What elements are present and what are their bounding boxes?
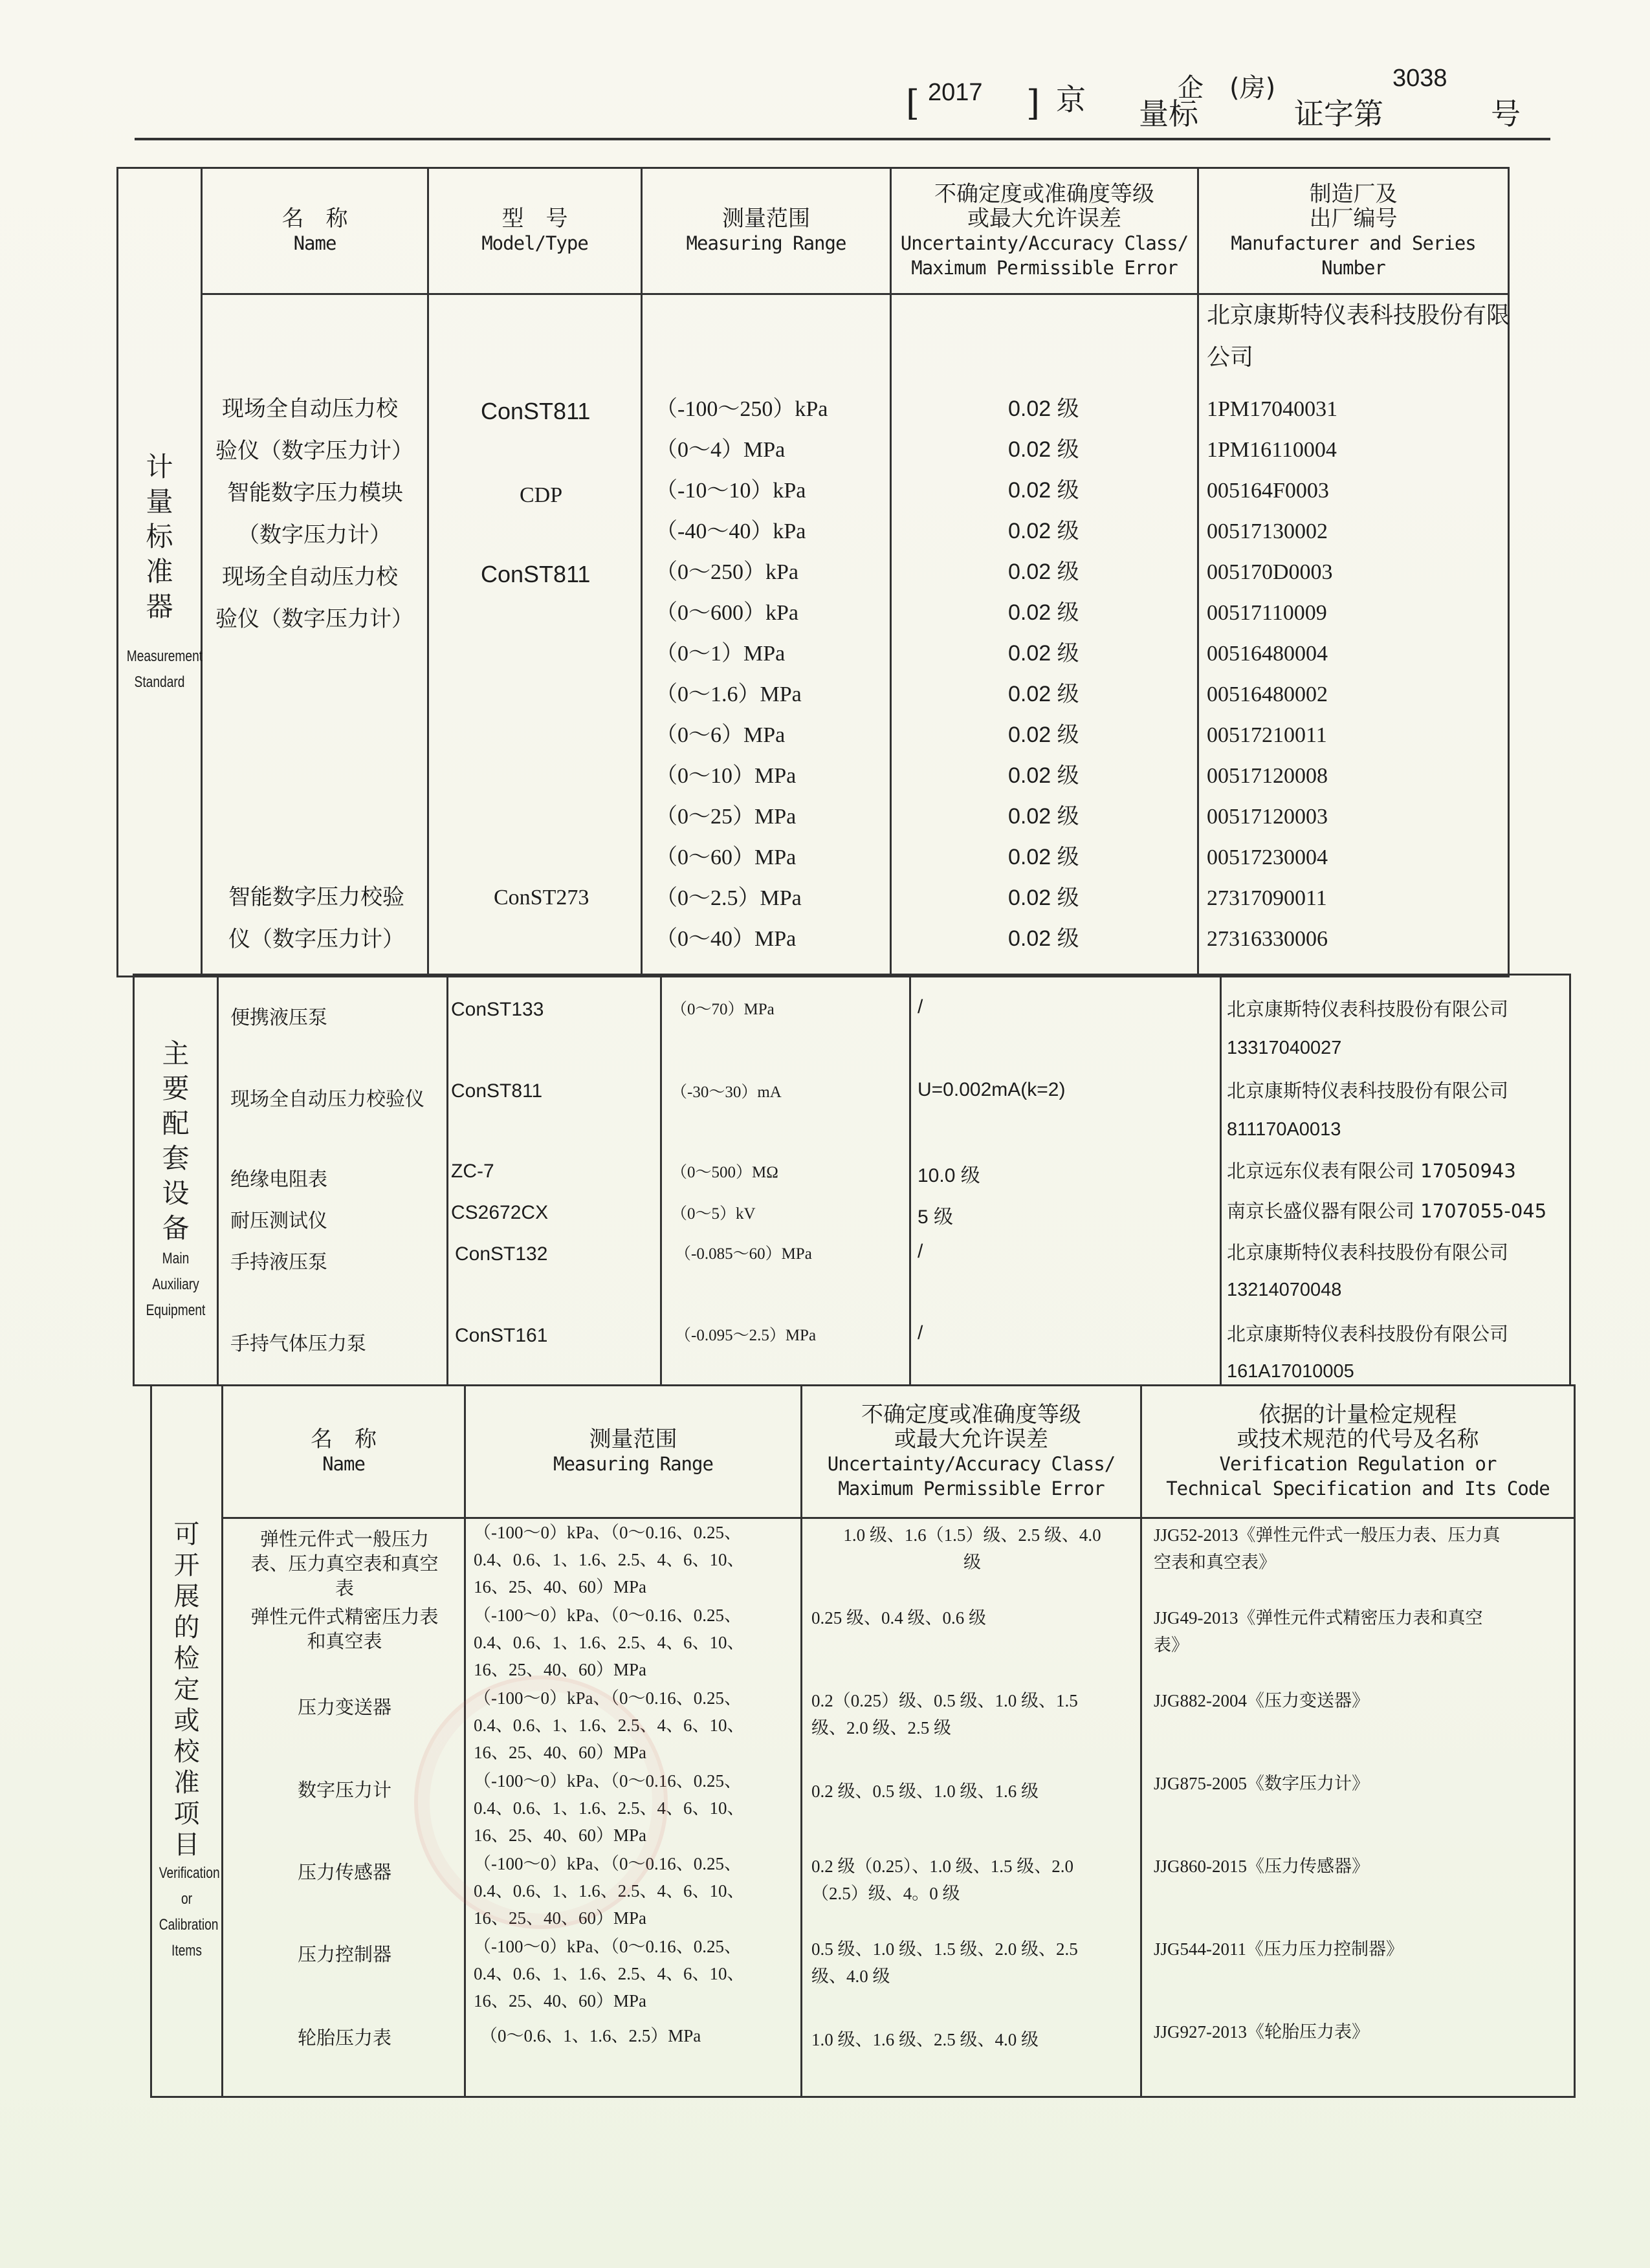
s1-name-line: 智能数字压力模块 [227, 480, 403, 506]
s2-mfr: 南京长盛仪器有限公司 1707055-045 [1227, 1200, 1547, 1222]
s1-serial: 1PM17040031 [1207, 397, 1338, 421]
s2-model: ZC-7 [451, 1161, 494, 1182]
s1-accuracy-cell [891, 294, 1198, 977]
s2-range: （-30～30）mA [671, 1084, 782, 1101]
auxiliary-equipment-label: 主 要 配 套 设 备 Main Auxiliary Equipment [134, 975, 218, 1386]
s3-range: （-100～0）kPa、（0～0.16、0.25、 0.4、0.6、1、1.6、2.5、4、6、10、 16、25、40、60）MPa [474, 1937, 745, 2011]
s2-acc: / [918, 996, 923, 1018]
s2-name: 耐压测试仪 [230, 1210, 327, 1232]
liangbiao-chars: 量标 [1139, 96, 1198, 131]
col-header-manufacturer: 制造厂及 出厂编号 Manufacturer and Series Number [1198, 168, 1509, 294]
s1-name-line: 智能数字压力校验 [228, 884, 404, 910]
s1-range: （-100～250）kPa [655, 397, 828, 421]
s3-name: 弹性元件式精密压力表 和真空表 [250, 1606, 439, 1652]
s3-accuracy-cell [802, 1518, 1141, 2097]
s3-range: （-100～0）kPa、（0～0.16、0.25、 0.4、0.6、1、1.6、2.5、4、6、10、 16、25、40、60）MPa [474, 1606, 745, 1679]
s2-acc: 10.0 级 [918, 1165, 980, 1186]
s2-range: （0～70）MPa [671, 1001, 775, 1018]
s2-mfr: 北京康斯特仪表科技股份有限公司 [1227, 1080, 1509, 1102]
s1-serial: 005164F0003 [1207, 479, 1329, 503]
s3-reg: JJG860-2015《压力传感器》 [1154, 1857, 1370, 1876]
section1-label-en-1: Measurement [126, 647, 203, 665]
s2-acc: U=0.002mA(k=2) [918, 1079, 1066, 1100]
header-rule [135, 138, 1550, 140]
s1-serial: 00517210011 [1207, 723, 1327, 747]
zhengzidi-chars: 证字第 [1294, 96, 1383, 131]
s1-serial: 00516480004 [1207, 642, 1328, 666]
s3-acc: 0.5 级、1.0 级、1.5 级、2.0 级、2.5 级、4.0 级 [811, 1939, 1078, 1986]
cert-number: 3038 [1392, 65, 1447, 92]
s1-manufacturer-cell [1198, 294, 1509, 977]
faint-seal [414, 1675, 668, 1929]
certificate-number-header [906, 65, 1540, 136]
s3-header-range: 测量范围 Measuring Range [465, 1386, 802, 1518]
s3-name: 轮胎压力表 [297, 2027, 391, 2049]
s1-acc: 0.02 级 [1008, 641, 1079, 666]
s2-manufacturer-cell [1221, 975, 1570, 1386]
col-header-model: 型 号 Model/Type [428, 168, 642, 294]
s1-acc: 0.02 级 [1008, 723, 1079, 747]
s3-header-name: 名 称 Name [223, 1386, 465, 1518]
s1-serial: 00517110009 [1207, 601, 1327, 625]
col-header-uncertainty: 不确定度或准确度等级 或最大允许误差 Uncertainty/Accuracy Class/ Maximum Permissible Error [891, 168, 1198, 294]
s2-names-cell [218, 975, 448, 1386]
s3-reg: JJG49-2013《弹性元件式精密压力表和真空 表》 [1154, 1608, 1483, 1655]
s2-mfr: 北京康斯特仪表科技股份有限公司 [1227, 1241, 1509, 1263]
col-header-range: 测量范围 Measuring Range [642, 168, 891, 294]
s2-range: （-0.085～60）MPa [675, 1245, 812, 1263]
s1-range: （0～4）MPa [655, 438, 786, 462]
s3-acc: 0.2（0.25）级、0.5 级、1.0 级、1.5 级、2.0 级、2.5 级 [811, 1691, 1078, 1738]
s1-range: （0～25）MPa [655, 805, 797, 829]
hao-char: 号 [1491, 96, 1521, 131]
s1-acc: 0.02 级 [1008, 560, 1079, 584]
col-header-name: 名 称 Name [202, 168, 428, 294]
s2-mfr-sn: 811170A0013 [1227, 1119, 1341, 1140]
s3-range: （-100～0）kPa、（0～0.16、0.25、 0.4、0.6、1、1.6、2.5、4、6、10、 16、25、40、60）MPa [474, 1771, 745, 1845]
s2-mfr: 北京远东仪表有限公司 17050943 [1227, 1160, 1516, 1182]
s1-name-line: 验仪（数字压力计） [215, 438, 413, 464]
s1-range: （0～1）MPa [655, 642, 786, 666]
s2-mfr-sn: 13317040027 [1227, 1038, 1342, 1058]
s2-mfr: 北京康斯特仪表科技股份有限公司 [1227, 998, 1509, 1020]
s1-acc: 0.02 级 [1008, 845, 1079, 869]
s1-acc: 0.02 级 [1008, 478, 1079, 503]
s1-name-line: 现场全自动压力校 [222, 564, 398, 590]
s3-acc: 0.2 级（0.25）、1.0 级、1.5 级、2.0 （2.5）级、4。0 级 [811, 1857, 1073, 1903]
s1-range: （0～250）kPa [655, 560, 798, 584]
verification-items-table [150, 1384, 1576, 2098]
section1-label-zh: 计 量 标 准 器 [146, 450, 173, 622]
s3-name: 弹性元件式一般压力 表、压力真空表和真空 表 [250, 1528, 439, 1599]
s2-name: 手持气体压力泵 [230, 1333, 366, 1355]
s1-serial: 00517230004 [1207, 845, 1328, 869]
s1-range: （0～1.6）MPa [655, 682, 802, 706]
s2-name: 绝缘电阻表 [230, 1168, 327, 1191]
city-char: 京 [1056, 82, 1086, 117]
s1-range: （0～600）kPa [655, 601, 798, 625]
s3-name: 压力变送器 [297, 1696, 391, 1718]
s1-acc: 0.02 级 [1008, 519, 1079, 543]
s3-range: （0～0.6、1、1.6、2.5）MPa [480, 2026, 701, 2045]
s2-mfr: 北京康斯特仪表科技股份有限公司 [1227, 1323, 1509, 1345]
s1-model: ConST811 [481, 561, 591, 587]
s3-acc: 1.0 级、1.6（1.5）级、2.5 级、4.0 级 [843, 1525, 1101, 1572]
s1-range: （-40～40）kPa [655, 519, 806, 543]
s1-name-line: 仪（数字压力计） [228, 926, 404, 952]
s2-model: ConST133 [451, 999, 544, 1020]
s2-accuracy-cell [910, 975, 1221, 1386]
s1-acc: 0.02 级 [1008, 397, 1079, 421]
s2-model: ConST132 [455, 1243, 548, 1265]
s3-acc: 0.2 级、0.5 级、1.0 级、1.6 级 [811, 1782, 1039, 1801]
s1-name-line: 验仪（数字压力计） [215, 606, 413, 632]
s1-serial: 005170D0003 [1207, 560, 1333, 584]
s2-acc: / [918, 1241, 923, 1262]
measurement-standard-table [116, 167, 1510, 977]
bracket-open: [ [906, 83, 920, 124]
s1-acc: 0.02 级 [1008, 600, 1079, 625]
s1-acc: 0.02 级 [1008, 682, 1079, 706]
s3-range: （-100～0）kPa、（0～0.16、0.25、 0.4、0.6、1、1.6、2.5、4、6、10、 16、25、40、60）MPa [474, 1854, 745, 1928]
s3-regulation-cell [1141, 1518, 1575, 2097]
bracket-close: ] [1026, 83, 1040, 124]
s2-name: 便携液压泵 [230, 1007, 327, 1029]
s2-range: （-0.095～2.5）MPa [675, 1327, 817, 1344]
s2-model: CS2672CX [451, 1202, 549, 1223]
s1-range: （0～2.5）MPa [655, 886, 802, 910]
year: 2017 [928, 79, 983, 106]
verification-items-label: 可 开 展 的 检 定 或 校 准 项 目 Verification or Calibration Items [151, 1386, 223, 2097]
s2-model: ConST161 [455, 1325, 548, 1346]
s3-reg: JJG52-2013《弹性元件式一般压力表、压力真 空表和真空表》 [1154, 1525, 1501, 1572]
s3-name: 数字压力计 [297, 1779, 391, 1801]
s2-acc: / [918, 1322, 923, 1344]
s2-range: （0～5）kV [671, 1205, 756, 1223]
s1-model: ConST273 [494, 886, 589, 910]
measurement-standard-label [118, 168, 202, 977]
s2-mfr-sn: 13214070048 [1227, 1280, 1342, 1300]
s2-models-cell [448, 975, 661, 1386]
s1-names-cell [202, 294, 428, 977]
s3-range: （-100～0）kPa、（0～0.16、0.25、 0.4、0.6、1、1.6、2.5、4、6、10、 16、25、40、60）MPa [474, 1688, 745, 1762]
s1-range: （0～6）MPa [655, 723, 786, 747]
s1-serial: 27317090011 [1207, 886, 1327, 910]
s1-serial: 27316330006 [1207, 927, 1328, 951]
qi-char: 企 [1178, 73, 1204, 103]
s1-serial: 00516480002 [1207, 682, 1328, 706]
s2-acc: 5 级 [918, 1206, 954, 1228]
s1-model: ConST811 [481, 398, 591, 424]
section1-label-en-2: Standard [134, 673, 185, 691]
s1-acc: 0.02 级 [1008, 886, 1079, 910]
s3-acc: 0.25 级、0.4 级、0.6 级 [811, 1608, 986, 1628]
s1-ranges-cell [642, 294, 891, 977]
s1-range: （0～10）MPa [655, 764, 797, 788]
s2-range: （0～500）MΩ [671, 1164, 778, 1181]
s3-name: 压力控制器 [297, 1943, 391, 1965]
s1-mfr-name: 北京康斯特仪表科技股份有限 [1207, 302, 1510, 329]
s3-acc: 1.0 级、1.6 级、2.5 级、4.0 级 [811, 2030, 1039, 2049]
s3-header-regulation: 依据的计量检定规程 或技术规范的代号及名称 Verification Regulation or Technical Specification and Its Code [1141, 1386, 1575, 1518]
s1-model: CDP [520, 483, 563, 507]
s1-acc: 0.02 级 [1008, 926, 1079, 951]
fang-chars: (房) [1229, 73, 1276, 103]
s2-name: 现场全自动压力校验仪 [230, 1088, 424, 1111]
s1-serial: 00517120008 [1207, 764, 1328, 788]
s1-mfr-name: 公司 [1207, 344, 1254, 371]
s1-range: （0～40）MPa [655, 927, 797, 951]
s1-range: （-10～10）kPa [655, 479, 806, 503]
s1-acc: 0.02 级 [1008, 763, 1079, 788]
s2-name: 手持液压泵 [230, 1251, 327, 1274]
s3-reg: JJG882-2004《压力变送器》 [1154, 1691, 1370, 1710]
s1-acc: 0.02 级 [1008, 804, 1079, 829]
s1-serial: 1PM16110004 [1207, 438, 1337, 462]
s1-name-line: 现场全自动压力校 [222, 396, 398, 422]
auxiliary-equipment-table [133, 974, 1571, 1386]
s1-range: （0～60）MPa [655, 845, 797, 869]
s3-reg: JJG544-2011《压力压力控制器》 [1154, 1939, 1404, 1959]
s1-acc: 0.02 级 [1008, 437, 1079, 462]
s1-models-cell [428, 294, 642, 977]
s1-serial: 00517130002 [1207, 519, 1328, 543]
s3-name: 压力传感器 [297, 1861, 391, 1883]
s2-model: ConST811 [451, 1080, 543, 1102]
s2-mfr-sn: 161A17010005 [1227, 1361, 1354, 1382]
s3-reg: JJG927-2013《轮胎压力表》 [1154, 2022, 1370, 2042]
s3-reg: JJG875-2005《数字压力计》 [1154, 1774, 1370, 1793]
s2-ranges-cell [661, 975, 910, 1386]
s1-name-line: （数字压力计） [237, 522, 391, 548]
s3-range: （-100～0）kPa、（0～0.16、0.25、 0.4、0.6、1、1.6、2.5、4、6、10、 16、25、40、60）MPa [474, 1523, 745, 1597]
s1-serial: 00517120003 [1207, 805, 1328, 829]
s3-header-uncertainty: 不确定度或准确度等级 或最大允许误差 Uncertainty/Accuracy Class/ Maximum Permissible Error [802, 1386, 1141, 1518]
